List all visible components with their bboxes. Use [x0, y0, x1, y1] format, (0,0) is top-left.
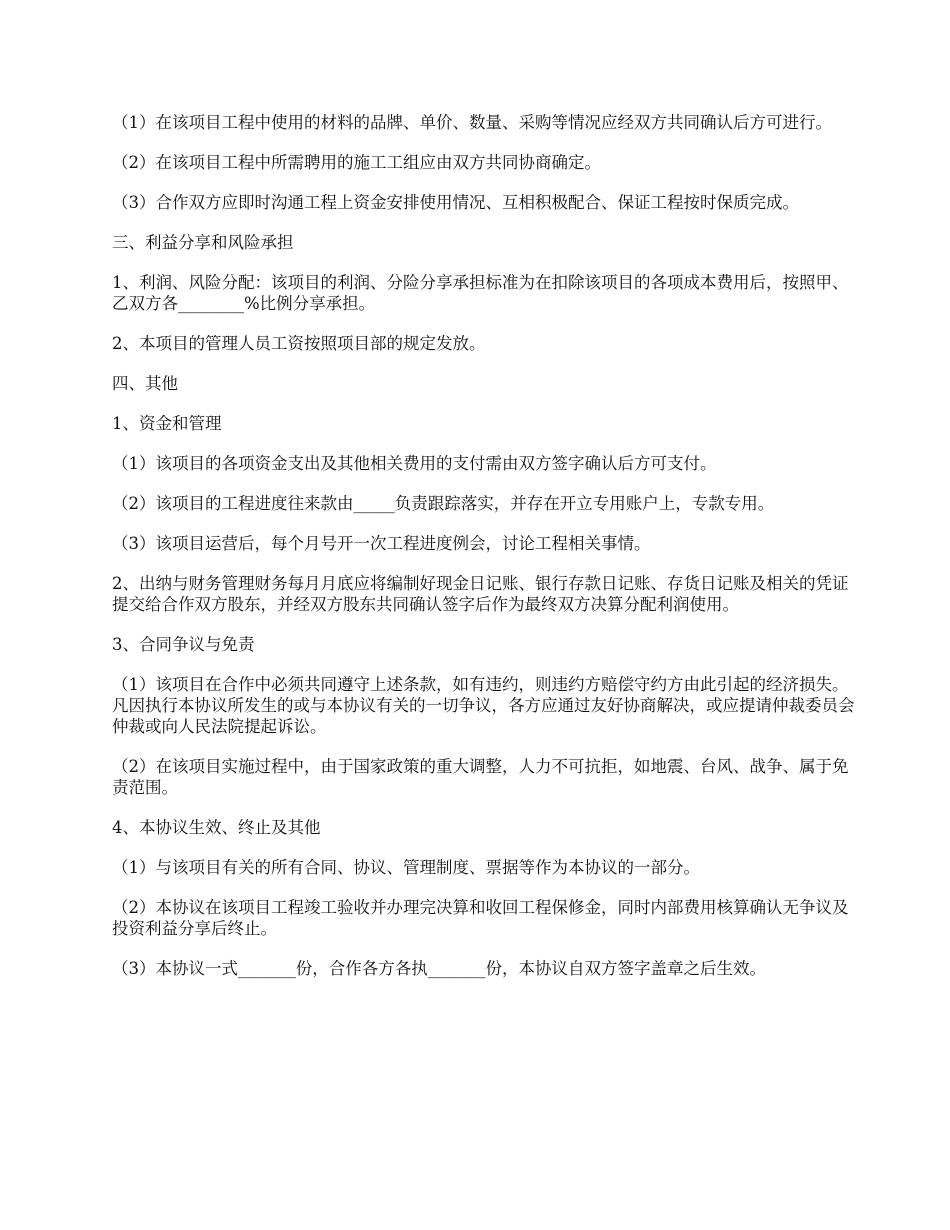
clause-termination: （2）本协议在该项目工程竣工验收并办理完决算和收回工程保修金，同时内部费用核算确认无争议及投资利益分享后终止。 — [112, 898, 849, 938]
clause-copies-effectiveness: （3）本协议一式_______份，合作各方各执_______份，本协议自双方签字盖章之后生效。 — [112, 959, 766, 978]
subsection-heading-dispute-exemption: 3、合同争议与免责 — [112, 635, 255, 654]
clause-related-documents: （1）与该项目有关的所有合同、协议、管理制度、票据等作为本协议的一部分。 — [112, 858, 700, 877]
clause-progress-meeting: （3）该项目运营后，每个月号开一次工程进度例会，讨论工程相关事情。 — [112, 534, 651, 553]
subsection-heading-effect-termination: 4、本协议生效、终止及其他 — [112, 818, 321, 837]
clause-cashier-finance: 2、出纳与财务管理财务每月月底应将编制好现金日记账、银行存款日记账、存货日记账及相关的凭证提交给合作双方股东，并经双方股东共同确认签字后作为最终双方决算分配利润使用。 — [112, 574, 849, 614]
section-heading-profit-risk: 三、利益分享和风险承担 — [112, 233, 294, 252]
clause-construction-team: （2）在该项目工程中所需聘用的施工工组应由双方共同协商确定。 — [112, 153, 601, 172]
clause-expense-approval: （1）该项目的各项资金支出及其他相关费用的支付需由双方签字确认后方可支付。 — [112, 454, 717, 473]
section-heading-other: 四、其他 — [112, 374, 178, 393]
clause-fund-communication: （3）合作双方应即时沟通工程上资金安排使用情况、互相积极配合、保证工程按时保质完成。 — [112, 193, 799, 212]
clause-management-salary: 2、本项目的管理人员工资按照项目部的规定发放。 — [112, 334, 486, 353]
subsection-heading-funds-management: 1、资金和管理 — [112, 414, 222, 433]
clause-force-majeure: （2）在该项目实施过程中，由于国家政策的重大调整，人力不可抗拒，如地震、台风、战争、属于免责范围。 — [112, 757, 849, 797]
clause-progress-payments: （2）该项目的工程进度往来款由_____负责跟踪落实，并存在开立专用账户上，专款专用。 — [112, 494, 775, 513]
clause-material-confirmation: （1）在该项目工程中使用的材料的品牌、单价、数量、采购等情况应经双方共同确认后方可进行。 — [112, 113, 832, 132]
clause-profit-risk-allocation: 1、利润、风险分配：该项目的利润、分险分享承担标准为在扣除该项目的各项成本费用后，按照甲、乙双方各________%比例分享承担。 — [112, 273, 849, 313]
clause-breach-dispute: （1）该项目在合作中必须共同遵守上述条款，如有违约，则违约方赔偿守约方由此引起的经济损失。凡因执行本协议所发生的或与本协议有关的一切争议，各方应通过友好协商解决，或应提请仲裁委员会仲裁或向人民法院提起诉讼。 — [112, 675, 855, 736]
